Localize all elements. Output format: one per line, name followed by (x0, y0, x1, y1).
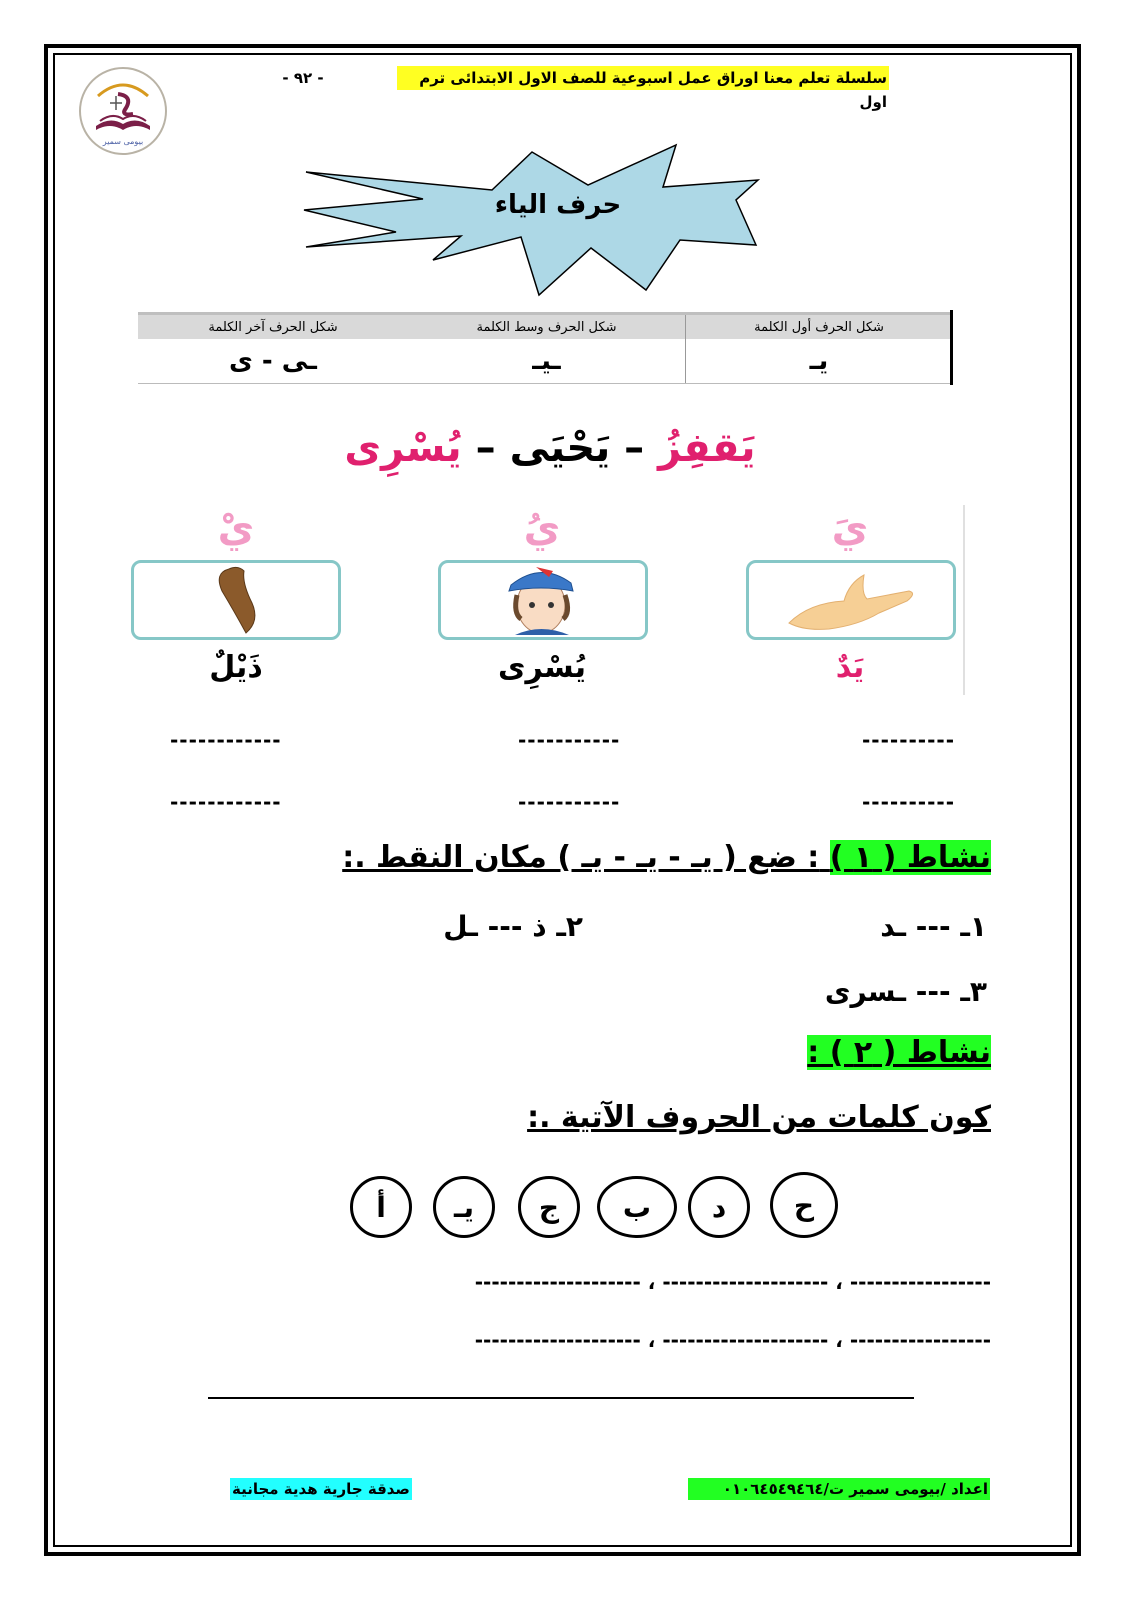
practice-line[interactable]: ---------- (862, 790, 956, 814)
letter-circle: أ (350, 1176, 412, 1238)
practice-line[interactable]: ----------- (518, 728, 621, 752)
answer-row[interactable] (475, 1328, 991, 1352)
activity1-item[interactable]: ٣ـ --- ـسرى (824, 975, 987, 1008)
activity2-instruction: كون كلمات من الحروف الآتية .: (527, 1100, 991, 1135)
start-form-value: يـ (686, 339, 953, 384)
answer-line[interactable]: -------------------- (474, 1270, 641, 1294)
example-word: يَحْيَى (509, 425, 611, 471)
letter-circle: ب (597, 1176, 677, 1238)
card-vowel: يُ (523, 505, 561, 551)
answer-row[interactable] (475, 1270, 991, 1294)
activity2-label: نشاط ( ٢ ) : (807, 1035, 991, 1070)
answer-line[interactable]: -------------------- (474, 1328, 641, 1352)
series-title: سلسلة تعلم معنا اوراق عمل اسبوعية للصف الاول الابتدائى ترم اول (397, 66, 889, 90)
divider (963, 505, 965, 695)
footer-divider (208, 1397, 914, 1399)
activity1-item[interactable]: ١ـ --- ـد (880, 910, 987, 943)
answer-line[interactable]: -------------------- (662, 1270, 829, 1294)
boy-cap-icon (441, 563, 645, 637)
activity1-item[interactable]: ٢ـ ذ --- ـل (443, 910, 583, 943)
end-form-value: ـى - ى (138, 339, 408, 384)
word-separator: – (475, 425, 496, 471)
comma: ، (647, 1328, 656, 1352)
card-image-box (746, 560, 956, 640)
starburst-banner (296, 140, 761, 300)
card-vowel: يَ (831, 505, 869, 551)
table-edge-line (950, 310, 953, 385)
header-end-form: شكل الحرف آخر الكلمة (138, 314, 408, 340)
card-word-text: يَدٌ (835, 650, 865, 685)
card-word-text: ذَيْلٌ (209, 650, 263, 685)
letter-circle: د (688, 1176, 750, 1238)
practice-line[interactable]: ---------- (862, 728, 956, 752)
answer-line[interactable]: ----------------- (849, 1328, 991, 1352)
letter-circle: ح (770, 1172, 838, 1238)
practice-line[interactable]: ------------ (170, 790, 282, 814)
answer-line[interactable]: ----------------- (849, 1270, 991, 1294)
answer-line[interactable]: -------------------- (662, 1328, 829, 1352)
comma: ، (835, 1328, 843, 1352)
card-vowel: يْ (217, 505, 255, 551)
footer-charity-note: صدقة جارية هدية مجانية (232, 1480, 410, 1498)
tail-icon (134, 563, 338, 637)
svg-text:بيومى سمير: بيومى سمير (102, 137, 144, 146)
example-words (330, 418, 770, 478)
header-start-form: شكل الحرف أول الكلمة (686, 314, 953, 340)
activity1-label: نشاط ( ١ ) (829, 840, 991, 875)
activity1-heading (342, 840, 991, 875)
example-word: يَقفِزُ (658, 425, 756, 471)
example-word: يُسْرِى (344, 425, 462, 471)
card-image-box (131, 560, 341, 640)
card-word (442, 650, 642, 685)
comma: ، (835, 1270, 843, 1294)
card-image-box (438, 560, 648, 640)
page-number: - ٩٢ - (282, 69, 324, 87)
card-word-text: يُسْرِى (498, 650, 586, 685)
activity1-instruction: : ضع ( يـ - يـ - يـ ) مكان النقط .: (342, 840, 820, 875)
word-separator: – (624, 425, 645, 471)
middle-form-value: ـيـ (408, 339, 686, 384)
open-book-logo-icon (78, 66, 168, 156)
header-middle-form: شكل الحرف وسط الكلمة (408, 314, 686, 340)
footer-author-contact: اعداد /بيومى سمير ت/٠١٠٦٤٥٤٩٤٦٤ (688, 1478, 990, 1500)
card-word (750, 650, 950, 685)
letter-circle: يـ (433, 1176, 495, 1238)
hand-icon (749, 563, 953, 637)
letter-circle: ج (518, 1176, 580, 1238)
activity2-heading (807, 1035, 991, 1070)
card-word (136, 650, 336, 685)
comma: ، (647, 1270, 656, 1294)
practice-line[interactable]: ----------- (518, 790, 621, 814)
practice-line[interactable]: ------------ (170, 728, 282, 752)
letter-forms-table (138, 312, 953, 384)
lesson-title: حرف الياء (494, 190, 622, 220)
